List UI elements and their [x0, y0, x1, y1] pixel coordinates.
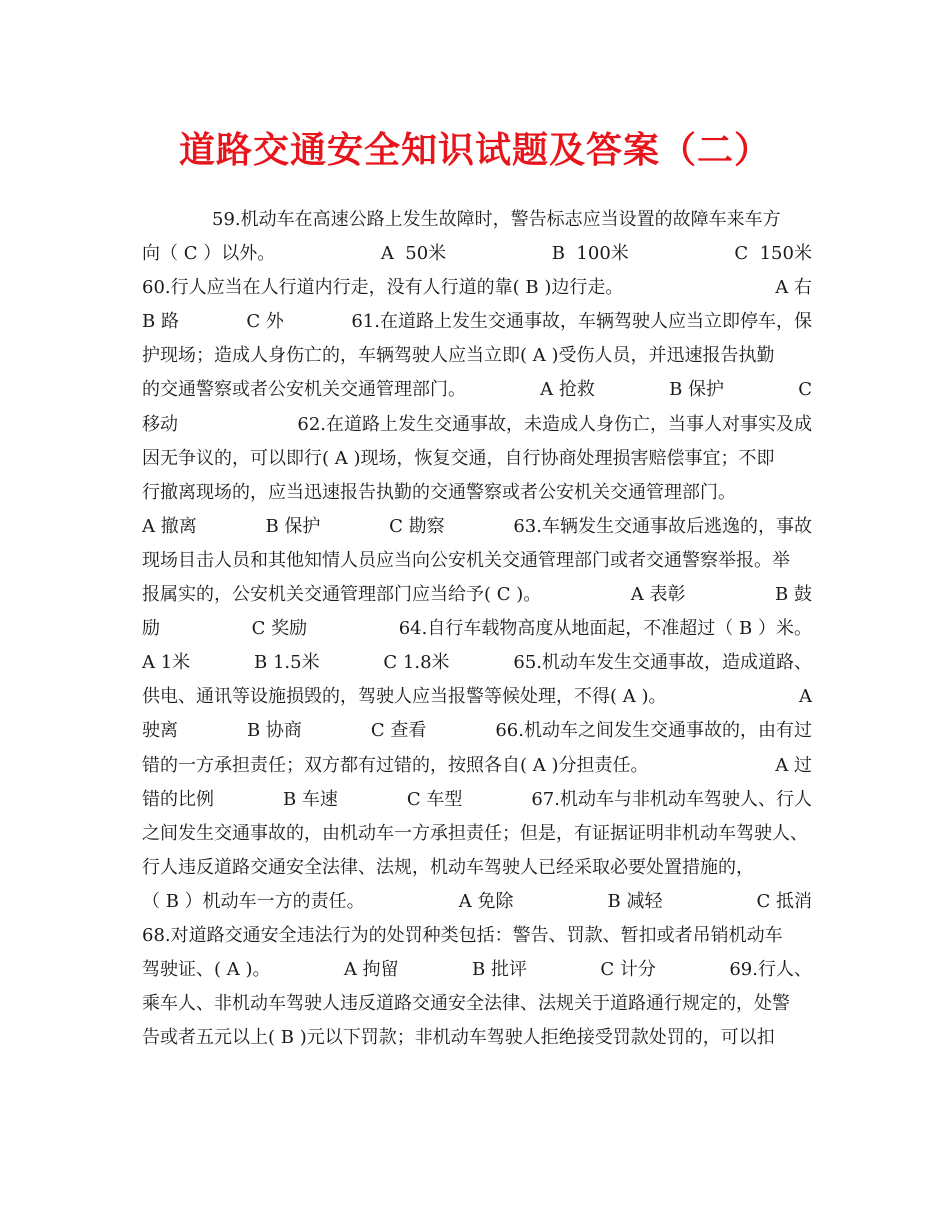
text-line	[142, 953, 812, 987]
text-segment: 驾驶证、( A )。	[142, 959, 271, 981]
text-segment: 错的一方承担责任；双方都有过错的，按照各自( A )分担责任。	[142, 754, 649, 776]
text-segment: 移动	[142, 413, 178, 435]
text-line	[142, 1021, 812, 1055]
text-segment: A 表彰	[630, 584, 686, 606]
text-segment: 护现场；造成人身伤亡的，车辆驾驶人应当立即( A )受伤人员，并迅速报告执勤	[142, 345, 775, 367]
text-line	[142, 544, 812, 578]
text-line	[142, 373, 812, 407]
text-segment: 错的比例	[142, 788, 214, 810]
text-segment: A	[799, 686, 812, 708]
text-line	[142, 339, 812, 373]
text-segment: 驶离	[142, 720, 178, 742]
text-segment: 行人违反道路交通安全法律、法规，机动车驾驶人已经采取必要处置措施的，	[142, 856, 754, 878]
text-segment: A 拘留	[343, 959, 399, 981]
text-segment: 62.在道路上发生交通事故，未造成人身伤亡，当事人对事实及成	[297, 413, 812, 435]
text-segment: B 减轻	[607, 890, 663, 912]
text-line	[142, 919, 812, 953]
text-segment: A 1米	[142, 652, 191, 674]
text-segment: C 外	[246, 311, 284, 333]
text-segment: C	[798, 379, 812, 401]
text-segment: B 100米	[551, 243, 629, 265]
text-line	[142, 987, 812, 1021]
text-segment: 63.车辆发生交通事故后逃逸的，事故	[513, 515, 812, 537]
text-segment: C 车型	[406, 788, 463, 810]
text-line	[142, 817, 812, 851]
text-segment: C 抵消	[756, 890, 812, 912]
text-segment: 68.对道路交通安全违法行为的处罚种类包括：警告、罚款、暂扣或者吊销机动车	[142, 924, 783, 946]
text-line	[142, 476, 812, 510]
text-segment: B 车速	[282, 788, 338, 810]
text-segment: B 保护	[669, 379, 725, 401]
text-segment: 告或者五元以上( B )元以下罚款；非机动车驾驶人拒绝接受罚款处罚的，可以扣	[142, 1027, 775, 1049]
text-segment: 现场目击人员和其他知情人员应当向公安机关交通管理部门或者交通警察举报。举	[142, 549, 790, 571]
text-segment: 向（ C ）以外。	[142, 243, 276, 265]
text-line	[142, 408, 812, 442]
text-segment: 64.自行车载物高度从地面起，不准超过（ B ）米。	[398, 618, 812, 640]
text-segment: C 1.8米	[383, 652, 450, 674]
text-segment: B 1.5米	[254, 652, 320, 674]
text-segment: 59.机动车在高速公路上发生故障时，警告标志应当设置的故障车来车方	[212, 209, 781, 230]
text-line	[142, 851, 812, 885]
text-line	[142, 203, 812, 237]
text-line	[142, 237, 812, 271]
text-segment: 66.机动车之间发生交通事故的，由有过	[495, 720, 812, 742]
document-body	[142, 203, 812, 1055]
text-segment: A 50米	[380, 243, 447, 265]
text-segment: C 150米	[734, 243, 812, 265]
text-line	[142, 578, 812, 612]
text-segment: 65.机动车发生交通事故，造成道路、	[513, 652, 812, 674]
text-segment: B 批评	[472, 959, 527, 981]
text-segment: 61.在道路上发生交通事故，车辆驾驶人应当立即停车，保	[351, 311, 812, 333]
text-segment: A 过	[775, 754, 812, 776]
text-line	[142, 510, 812, 544]
text-line	[142, 271, 812, 305]
text-segment: A 抢救	[540, 379, 595, 401]
text-segment: C 计分	[600, 959, 656, 981]
text-segment: A 撤离	[142, 515, 197, 537]
text-line	[142, 714, 812, 748]
text-line	[142, 749, 812, 783]
text-line	[142, 646, 812, 680]
text-segment: C 查看	[370, 720, 427, 742]
text-line	[142, 612, 812, 646]
text-segment: 60.行人应当在人行道内行走，没有人行道的靠( B )边行走。	[142, 277, 624, 299]
text-segment: A 免除	[458, 890, 514, 912]
text-segment: 行撤离现场的，应当迅速报告执勤的交通警察或者公安机关交通管理部门。	[142, 481, 736, 503]
text-segment: 乘车人、非机动车驾驶人违反道路交通安全法律、法规关于道路通行规定的，处警	[142, 993, 790, 1015]
text-line	[142, 305, 812, 339]
text-segment: 的交通警察或者公安机关交通管理部门。	[142, 379, 466, 401]
text-segment: 励	[142, 618, 160, 640]
text-segment: B 保护	[265, 515, 321, 537]
text-line	[142, 442, 812, 476]
text-segment: B 鼓	[775, 584, 812, 606]
text-segment: 供电、通讯等设施损毁的，驾驶人应当报警等候处理，不得( A )。	[142, 686, 667, 708]
text-segment: C 勘察	[389, 515, 445, 537]
text-line	[142, 783, 812, 817]
text-segment: 之间发生交通事故的，由机动车一方承担责任；但是，有证据证明非机动车驾驶人、	[142, 822, 808, 844]
text-segment: C 奖励	[251, 618, 308, 640]
text-line	[142, 680, 812, 714]
text-line	[142, 885, 812, 919]
text-segment: 67.机动车与非机动车驾驶人、行人	[531, 788, 812, 810]
text-segment: 报属实的，公安机关交通管理部门应当给予( C )。	[142, 584, 542, 606]
text-segment: 因无争议的，可以即行( A )现场，恢复交通，自行协商处理损害赔偿事宜；不即	[142, 447, 775, 469]
document-title: 道路交通安全知识试题及答案（二）	[178, 129, 771, 171]
text-segment: 69.行人、	[729, 959, 812, 981]
text-segment: （ B ）机动车一方的责任。	[142, 890, 365, 912]
text-segment: B 协商	[246, 720, 302, 742]
text-segment: B 路	[142, 311, 179, 333]
text-segment: A 右	[775, 277, 812, 299]
